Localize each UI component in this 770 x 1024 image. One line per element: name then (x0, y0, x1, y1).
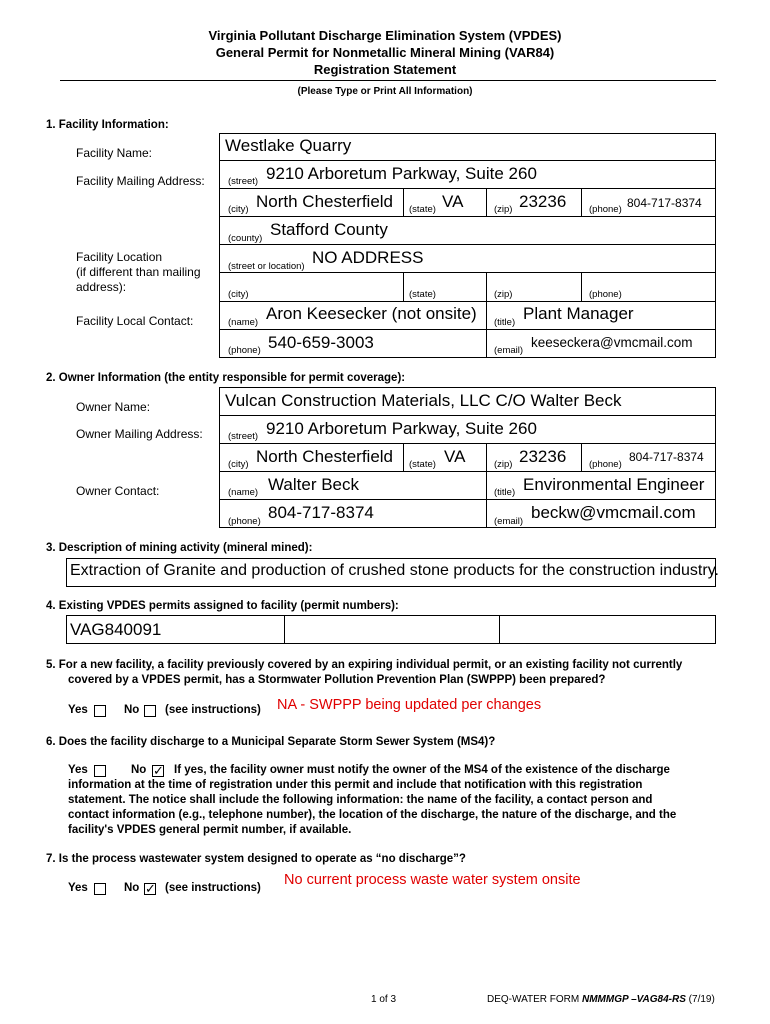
s5-instructions: (see instructions) (165, 704, 261, 716)
section-4-heading: 4. Existing VPDES permits assigned to facility (permit numbers): (46, 600, 399, 612)
header-note: (Please Type or Print All Information) (297, 86, 473, 97)
header-title-line2: General Permit for Nonmetallic Mineral Mining (VAR84) (215, 45, 555, 60)
s7-no-checkbox[interactable] (144, 883, 156, 895)
col-divider (403, 272, 404, 301)
s7-note[interactable]: No current process waste water system onsite (284, 872, 581, 888)
owner-contact-name-label: (name) (228, 487, 259, 498)
owner-contact-phone-label: (phone) (228, 516, 261, 527)
row-divider (219, 301, 716, 302)
header-title-line3: Registration Statement (313, 62, 457, 77)
location-state-label: (state) (409, 289, 436, 300)
section-3-heading: 3. Description of mining activity (mineral mined): (46, 542, 313, 554)
facility-name-label: Facility Name: (76, 146, 153, 160)
section-5-question-line2: covered by a VPDES permit, has a Stormwater Pollution Prevention Plan (SWPPP) been prepared? (68, 674, 606, 686)
row-divider (219, 216, 716, 217)
row-divider (219, 471, 716, 472)
facility-state-field[interactable]: VA (442, 192, 464, 211)
contact-title-label: (title) (494, 317, 516, 328)
s6-text-line3: statement. The notice shall include the following information: the name of the facility, a contact person and (68, 794, 653, 806)
col-divider (284, 615, 285, 644)
s5-no-label: No (124, 704, 140, 716)
col-divider (581, 188, 582, 216)
city-label: (city) (228, 204, 249, 215)
s6-text-line1: If yes, the facility owner must notify the owner of the MS4 of the existence of the discharge (174, 764, 670, 776)
permit-number-1-field[interactable]: VAG840091 (70, 620, 162, 639)
owner-contact-label: Owner Contact: (76, 484, 160, 498)
col-divider (486, 471, 487, 528)
row-divider (219, 329, 716, 330)
s7-yes-checkbox[interactable] (94, 883, 106, 895)
s6-text-line2: information at the time of registration under this permit and include that notification with this registration (68, 779, 643, 791)
row-divider (219, 272, 716, 273)
col-divider (486, 301, 487, 358)
owner-phone-field[interactable]: 804-717-8374 (629, 450, 704, 464)
col-divider (486, 443, 487, 471)
mining-description-field[interactable]: Extraction of Granite and production of crushed stone products for the construction industry. (70, 562, 719, 579)
owner-street-field[interactable]: 9210 Arboretum Parkway, Suite 260 (266, 419, 537, 438)
owner-contact-title-label: (title) (494, 487, 516, 498)
zip-label: (zip) (494, 204, 513, 215)
owner-contact-email-field[interactable]: beckw@vmcmail.com (531, 503, 696, 522)
street-label: (street) (228, 176, 259, 187)
owner-contact-phone-field[interactable]: 804-717-8374 (268, 503, 374, 522)
facility-city-field[interactable]: North Chesterfield (256, 192, 394, 211)
s7-yes-label: Yes (68, 882, 88, 894)
s5-note[interactable]: NA - SWPPP being updated per changes (277, 697, 542, 713)
owner-contact-name-field[interactable]: Walter Beck (268, 475, 360, 494)
header-title-line1: Virginia Pollutant Discharge Elimination System (VPDES) (208, 28, 562, 43)
row-divider (219, 244, 716, 245)
s7-instructions: (see instructions) (165, 882, 261, 894)
owner-contact-title-field[interactable]: Environmental Engineer (523, 475, 705, 494)
form-id-prefix: DEQ-WATER FORM (487, 994, 582, 1005)
form-id-suffix: (7/19) (685, 994, 715, 1005)
owner-mailing-label: Owner Mailing Address: (76, 427, 203, 441)
s6-yes-label: Yes (68, 764, 88, 776)
check-icon: ✓ (153, 763, 164, 778)
facility-street-field[interactable]: 9210 Arboretum Parkway, Suite 260 (266, 164, 537, 183)
s6-yes-checkbox[interactable] (94, 765, 106, 777)
owner-street-label: (street) (228, 431, 259, 442)
page-number: 1 of 3 (371, 994, 397, 1005)
facility-contact-email-field[interactable]: keeseckera@vmcmail.com (531, 335, 693, 350)
contact-email-label: (email) (494, 345, 524, 356)
facility-location-field[interactable]: NO ADDRESS (312, 248, 424, 267)
col-divider (403, 188, 404, 216)
s6-text-line4: contact information (e.g., telephone number), the location of the discharge, the nature of the discharge, and the (68, 809, 677, 821)
facility-county-field[interactable]: Stafford County (270, 220, 388, 239)
s7-no-label: No (124, 882, 140, 894)
facility-location-label-2: (if different than mailing (76, 265, 201, 279)
form-id (487, 994, 715, 1005)
col-divider (581, 443, 582, 471)
col-divider (499, 615, 500, 644)
section-1-heading: 1. Facility Information: (46, 119, 169, 131)
facility-contact-title-field[interactable]: Plant Manager (523, 304, 634, 323)
facility-contact-label: Facility Local Contact: (76, 314, 194, 328)
contact-name-label: (name) (228, 317, 259, 328)
owner-zip-label: (zip) (494, 459, 513, 470)
section-6-question: 6. Does the facility discharge to a Municipal Separate Storm Sewer System (MS4)? (46, 736, 496, 748)
header-rule (60, 80, 716, 81)
facility-mailing-label: Facility Mailing Address: (76, 174, 205, 188)
s6-no-checkbox[interactable] (152, 765, 164, 777)
owner-name-label: Owner Name: (76, 400, 151, 414)
section-2-heading: 2. Owner Information (the entity responsible for permit coverage): (46, 372, 406, 384)
location-zip-label: (zip) (494, 289, 513, 300)
col-divider (403, 443, 404, 471)
owner-contact-email-label: (email) (494, 516, 524, 527)
facility-name-field[interactable]: Westlake Quarry (225, 136, 352, 155)
owner-city-field[interactable]: North Chesterfield (256, 447, 394, 466)
facility-contact-phone-field[interactable]: 540-659-3003 (268, 333, 374, 352)
section-5-question-line1: 5. For a new facility, a facility previously covered by an expiring individual permit, or an existing facility not currently (46, 659, 683, 671)
facility-location-label-3: address): (76, 280, 127, 294)
row-divider (219, 499, 716, 500)
facility-contact-name-field[interactable]: Aron Keesecker (not onsite) (266, 304, 477, 323)
owner-phone-label: (phone) (589, 459, 622, 470)
row-divider (219, 188, 716, 189)
owner-state-label: (state) (409, 459, 436, 470)
s5-yes-label: Yes (68, 704, 88, 716)
s6-no-label: No (131, 764, 147, 776)
state-label: (state) (409, 204, 436, 215)
col-divider (486, 272, 487, 301)
location-phone-label: (phone) (589, 289, 622, 300)
row-divider (219, 443, 716, 444)
street-or-location-label: (street or location) (228, 261, 305, 272)
form-id-code: NMMMGP –VAG84-RS (582, 994, 686, 1005)
owner-zip-field[interactable]: 23236 (519, 447, 567, 466)
s5-yes-checkbox[interactable] (94, 705, 106, 717)
facility-zip-field[interactable]: 23236 (519, 192, 567, 211)
facility-phone-field[interactable]: 804-717-8374 (627, 196, 702, 210)
col-divider (581, 272, 582, 301)
owner-city-label: (city) (228, 459, 249, 470)
phone-label: (phone) (589, 204, 622, 215)
facility-location-label-1: Facility Location (76, 250, 163, 264)
row-divider (219, 160, 716, 161)
contact-phone-label: (phone) (228, 345, 261, 356)
owner-name-field[interactable]: Vulcan Construction Materials, LLC C/O Walter Beck (225, 391, 622, 410)
section-7-question: 7. Is the process wastewater system designed to operate as “no discharge”? (46, 853, 466, 865)
col-divider (486, 188, 487, 216)
row-divider (219, 415, 716, 416)
check-icon: ✓ (145, 881, 156, 896)
location-city-label: (city) (228, 289, 249, 300)
owner-state-field[interactable]: VA (444, 447, 466, 466)
s5-no-checkbox[interactable] (144, 705, 156, 717)
s6-text-line5: facility's VPDES general permit number, if available. (68, 824, 352, 836)
county-label: (county) (228, 233, 263, 244)
permits-box (66, 615, 716, 644)
